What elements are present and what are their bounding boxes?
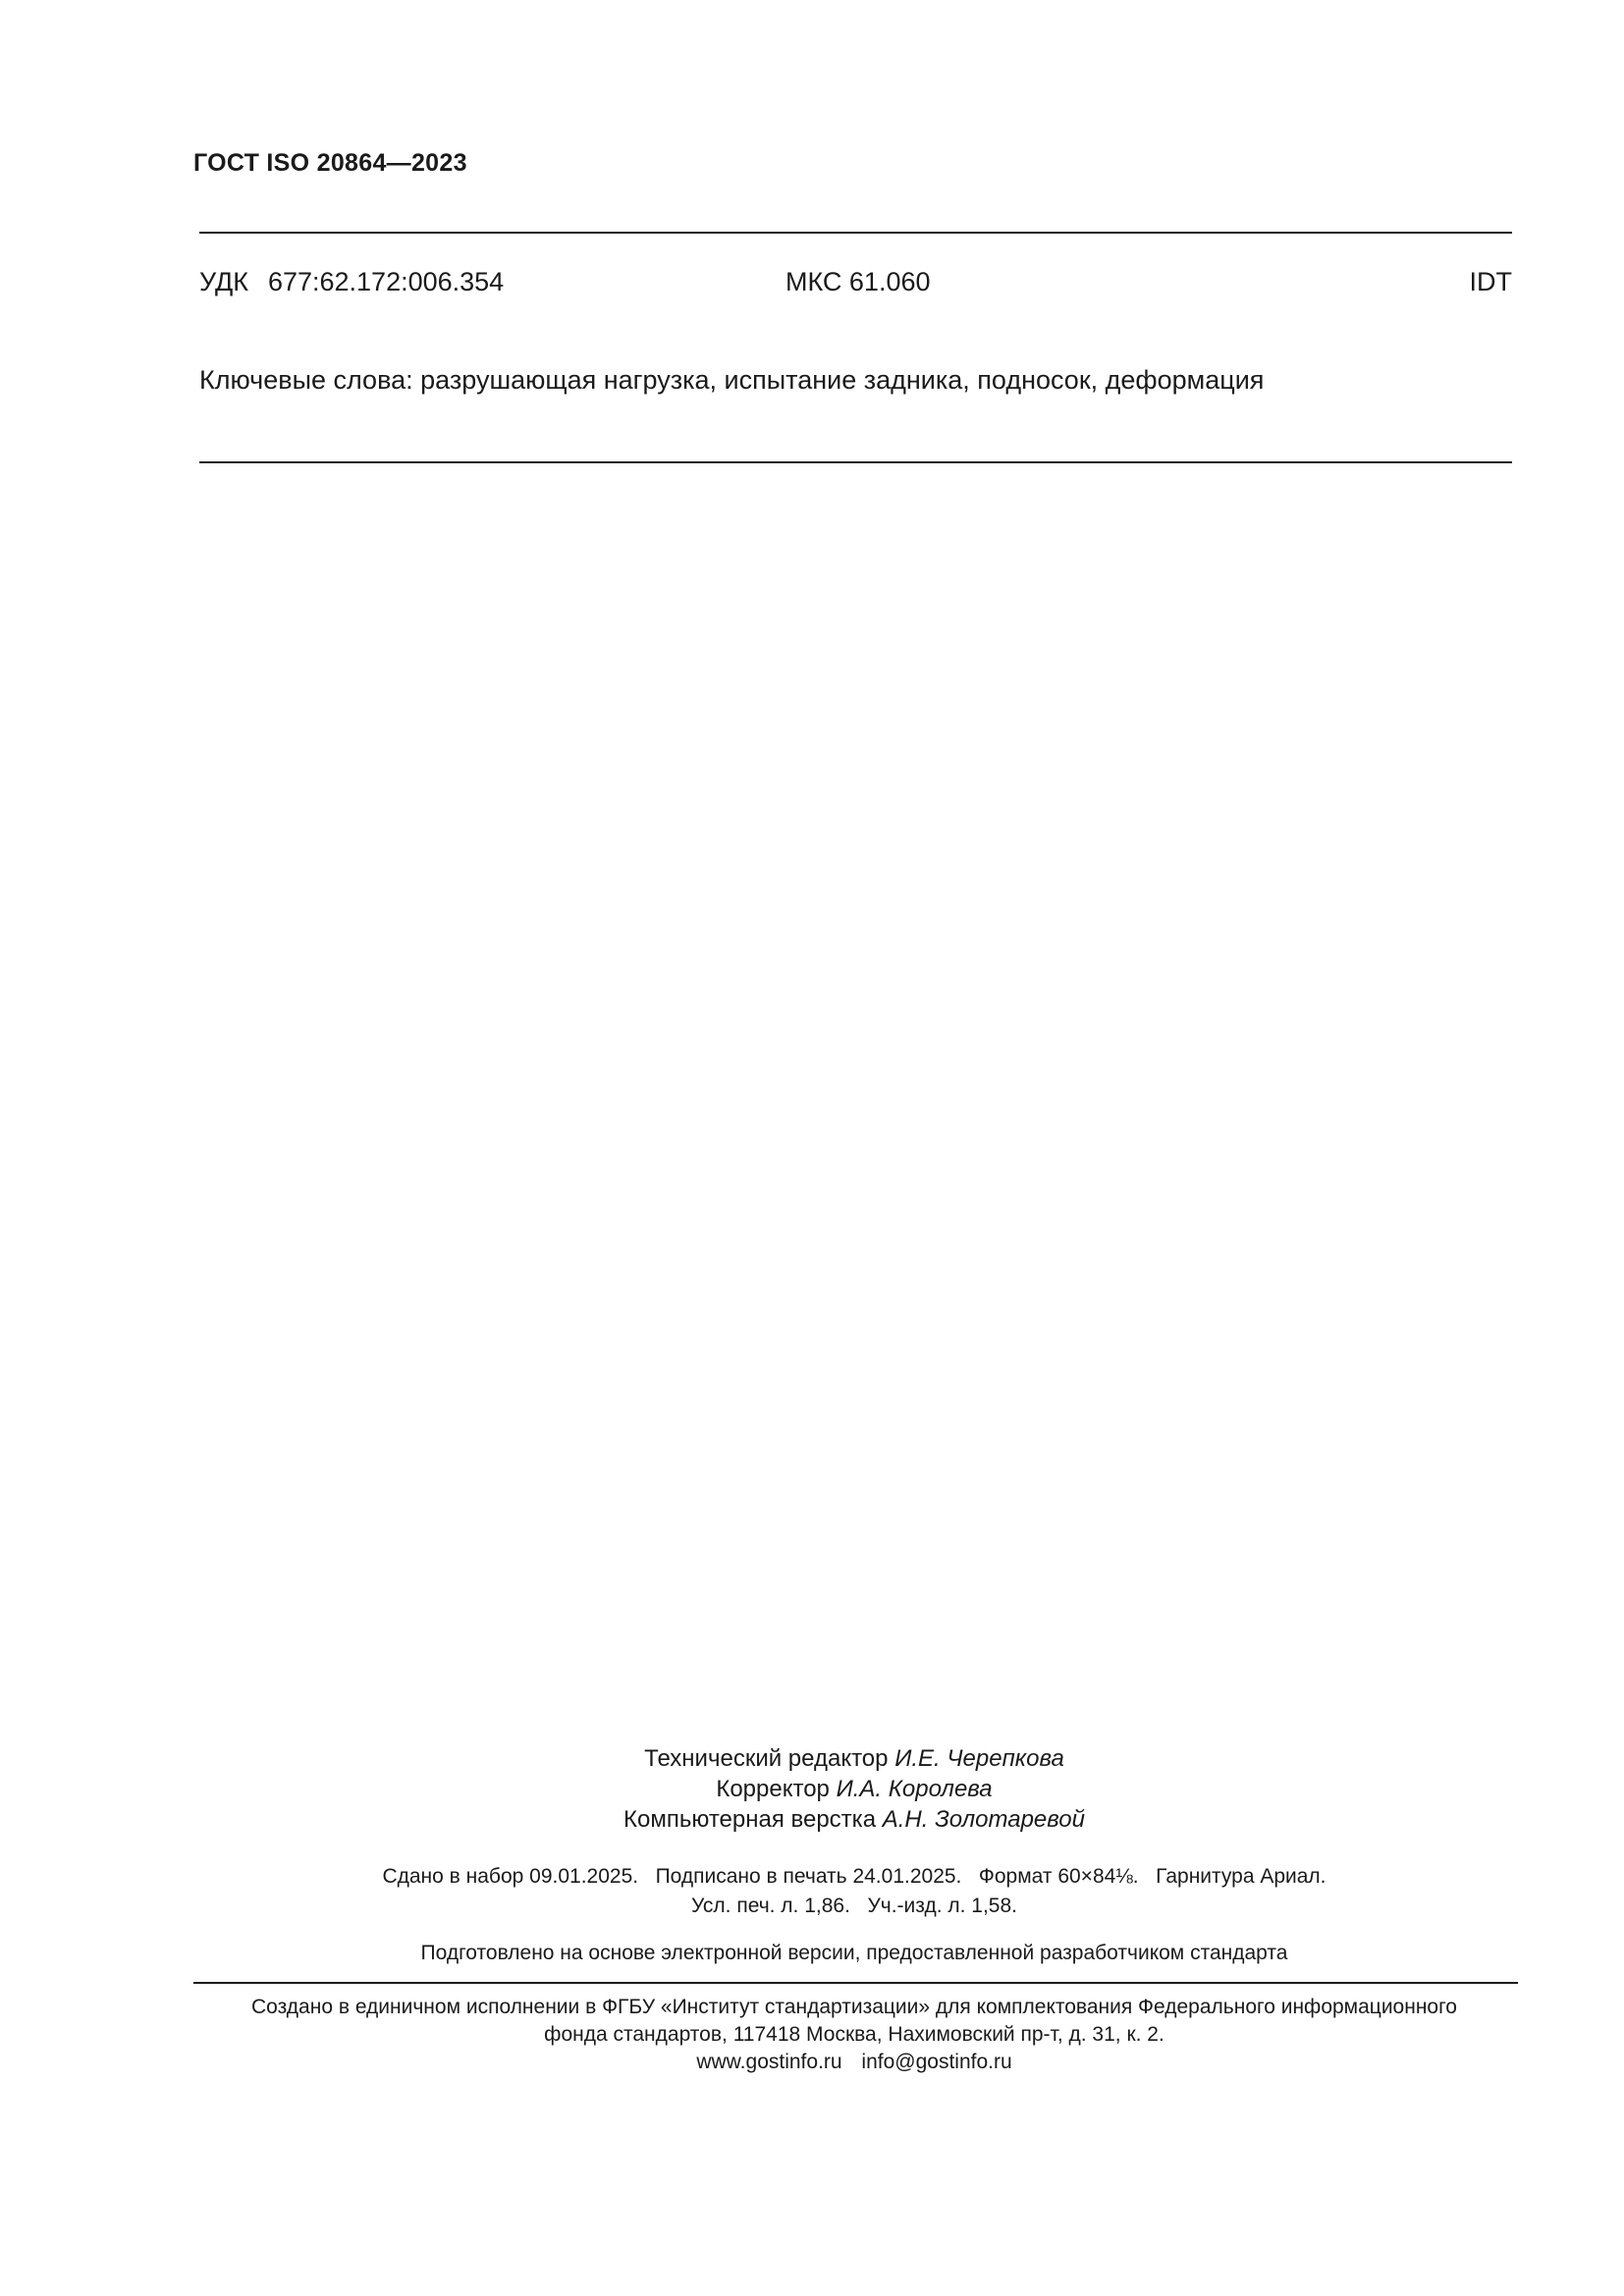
credits-block <box>0 1743 1624 1835</box>
tech-editor-line <box>0 1743 1624 1774</box>
udk-block <box>199 267 504 297</box>
print-info-line-2: Усл. печ. л. 1,86. Уч.-изд. л. 1,58. <box>690 1895 1017 1917</box>
print-info-block <box>0 1862 1624 1921</box>
udk-value: 677:62.172:006.354 <box>267 267 505 296</box>
idt-marker: IDT <box>1469 267 1512 296</box>
created-line-2: фонда стандартов, 117418 Москва, Нахимовский пр-т, д. 31, к. 2. <box>544 2023 1164 2046</box>
email-link[interactable]: info@gostinfo.ru <box>861 2051 1012 2073</box>
tech-editor-label: Технический редактор <box>644 1745 889 1772</box>
layout-line <box>0 1804 1624 1835</box>
tech-editor-name: И.Е. Черепкова <box>894 1745 1064 1772</box>
udk-label: УДК <box>199 267 248 296</box>
corrector-line <box>0 1774 1624 1804</box>
created-block <box>0 1994 1624 2076</box>
standard-code: ГОСТ ISO 20864—2023 <box>193 149 467 177</box>
mks-code: МКС 61.060 <box>785 267 931 296</box>
layout-name: А.Н. Золотаревой <box>882 1806 1085 1833</box>
website-link[interactable]: www.gostinfo.ru <box>696 2051 842 2073</box>
keywords-divider <box>199 461 1512 463</box>
print-info-line-1: Сдано в набор 09.01.2025. Подписано в печать 24.01.2025. Формат 60×84⅛. Гарнитура Ариал. <box>382 1865 1326 1888</box>
contacts-line <box>0 2049 1624 2076</box>
bottom-divider <box>193 1982 1518 1984</box>
corrector-label: Корректор <box>716 1776 830 1802</box>
top-divider <box>199 232 1512 234</box>
keywords-line: Ключевые слова: разрушающая нагрузка, испытание задника, подносок, деформация <box>199 365 1265 395</box>
corrector-name: И.А. Королева <box>836 1776 993 1802</box>
prepared-note: Подготовлено на основе электронной версии, предоставленной разработчиком стандарта <box>420 1942 1288 1964</box>
layout-label: Компьютерная верстка <box>623 1806 877 1833</box>
created-line-1: Создано в единичном исполнении в ФГБУ «Институт стандартизации» для комплектования Федерального информационного <box>251 1996 1457 2018</box>
